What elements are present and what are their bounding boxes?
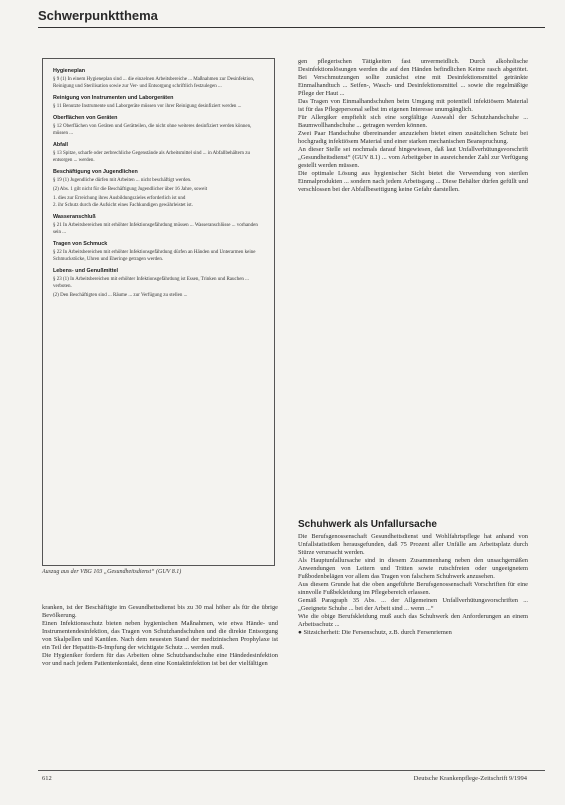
- box-caption: Auszug aus der VBG 103 „Gesundheitsdienst“ (GUV 8.1): [42, 569, 182, 575]
- box-heading: Oberflächen von Geräten: [53, 115, 118, 121]
- list-item: 2. ihr Schutz durch die Aufsicht eines Fachkundigen gewährleistet ist.: [53, 203, 193, 208]
- header-rule: [38, 27, 545, 28]
- regulation-excerpt-box: [42, 58, 275, 566]
- body-paragraph: An dieser Stelle sei nochmals darauf hingewiesen, daß laut Unfallverhütungsvorschrift „Gesundheitsdienst“ (GUV 8.1) ... vom Arbeitgeber in ausreichender Zahl zur Verfügung gestellt werden müssen.: [298, 146, 528, 169]
- box-paragraph: § 22 In Arbeitsbereichen mit erhöhter Infektionsgefährdung dürfen an Händen und Unterarmen keine Schmuckstücke, Uhren und Eheringe getragen werden.: [53, 250, 256, 262]
- body-paragraph: Die Hygieniker fordern für das Arbeiten ohne Schutzhandschuhe eine Händedesinfektion vor und nach jedem Patientenkontakt, denn eine Kontaktinfektion ist bei der vielfältigen: [42, 652, 278, 667]
- body-paragraph: Gemäß Paragraph 35 Abs. ... der Allgemeinen Unfallverhütungsvorschriften ... „Geeignete Schuhe ... bei der Arbeit sind ... wenn ...“: [298, 597, 528, 612]
- right-column-top: [298, 58, 528, 194]
- box-section-instrumente: [53, 95, 267, 110]
- box-heading: Hygieneplan: [53, 68, 86, 74]
- section-heading: Schuhwerk als Unfallursache: [298, 519, 437, 530]
- journal-name: Deutsche Krankenpflege-Zeitschrift 9/1994: [413, 775, 527, 782]
- page-header: Schwerpunktthema: [38, 8, 158, 23]
- footer-rule: [38, 770, 545, 771]
- body-paragraph: gen pflegerischen Tätigkeiten fast unvermeidlich. Durch alkoholische Desinfektionslösungen werden die auf den Händen befindlichen Keime rasch abgetötet. Bei Verschmutzungen sollte zunächst eine mit Desinfektionsmittel getränkte Einmalhandtuch ... Seifen-, Wasch- und Desinfektionsmittel ... sowie die regelmäßige Pflege der Haut ...: [298, 58, 528, 97]
- box-section-schmuck: [53, 241, 267, 263]
- body-paragraph: Wie die obige Berufskleidung muß auch das Schuhwerk den Anforderungen an einem Arbeitsschutz ...: [298, 613, 528, 628]
- box-heading: Lebens- und Genußmittel: [53, 268, 118, 274]
- box-paragraph: § 19 (1) Jugendliche dürfen mit Arbeiten ... nicht beschäftigt werden.: [53, 178, 192, 183]
- body-paragraph: Als Hauptunfallursache sind in diesem Zusammenhang neben den unsachgemäßen Anwendungen von Leitern und Tritten sowie rutschfreien oder ungeeignetem Fußbodenbelägen vor allem das Tragen von falschem Schuhwerk anzusehen.: [298, 557, 528, 580]
- box-heading: Wasseranschluß: [53, 214, 96, 220]
- box-paragraph: § 11 Benutzte Instrumente und Laborgeräte müssen vor ihrer Reinigung desinfiziert werden ...: [53, 104, 242, 109]
- box-paragraph: (2) Den Beschäftigten sind ... Räume ... zur Verfügung zu stellen ...: [53, 293, 188, 298]
- body-paragraph: Die Berufsgenossenschaft Gesundheitsdienst und Wohlfahrtspflege hat anhand von Unfallstatistiken herausgefunden, daß 75 Prozent aller Unfälle am Arbeitsplatz durch Stürze verursacht werden.: [298, 533, 528, 556]
- box-section-wasseranschluss: [53, 214, 267, 236]
- box-paragraph: (2) Abs. 1 gilt nicht für die Beschäftigung Jugendlicher über 16 Jahre, soweit: [53, 187, 208, 192]
- body-paragraph: Aus diesem Grunde hat die oben angeführte Berufsgenossenschaft Vorschriften für eine sinnvolle Fußbekleidung im Pflegebereich erlassen.: [298, 581, 528, 596]
- body-paragraph: kranken, ist der Beschäftigte im Gesundheitsdienst bis zu 30 mal höher als für die übrige Bevölkerung.: [42, 604, 278, 619]
- left-column: [42, 604, 278, 668]
- body-paragraph: Zwei Paar Handschuhe übereinander anzuziehen bietet einen zusätzlichen Schutz bei hochgradig infektiösem Material und einer starken mechanischen Beanspruchung.: [298, 130, 528, 145]
- box-paragraph: § 21 In Arbeitsbereichen mit erhöhter Infektionsgefährdung müssen ... Wasseranschlüsse ... vorhanden sein ...: [53, 223, 258, 235]
- box-heading: Tragen von Schmuck: [53, 241, 108, 247]
- box-section-jugendliche: [53, 169, 267, 209]
- box-paragraph: § 12 Oberflächen von Geräten und Gerätteilen, die nicht ohne weiteres desinfiziert werden können, müssen ...: [53, 124, 252, 136]
- box-paragraph: § 9 (1) In einem Hygieneplan sind ... die einzelnen Arbeitsbereiche ... Maßnahmen zur Desinfektion, Reinigung und Sterilisation sowie zur Ver- und Entsorgung schriftlich festzulegen ...: [53, 77, 255, 89]
- box-section-hygieneplan: [53, 68, 267, 90]
- body-paragraph: Das Tragen von Einmalhandschuhen beim Umgang mit potentiell infektiösem Material ist für das Pflegepersonal selbst im eigenen Interesse unumgänglich.: [298, 98, 528, 113]
- body-paragraph: Für Allergiker empfiehlt sich eine sorgfältige Auswahl der Schutzhandschuhe ... Baumwollhandschuhe ... getragen werden können.: [298, 114, 528, 129]
- box-paragraph: § 23 (1) In Arbeitsbereichen mit erhöhter Infektionsgefährdung ist Essen, Trinken und Rauchen ... verboten.: [53, 277, 249, 289]
- box-paragraph: § 13 Spitze, scharfe oder zerbrechliche Gegenstände als Arbeitsmittel sind ... in Abfallbehältern zu entsorgen ... werden.: [53, 151, 251, 163]
- page-number: 612: [42, 775, 52, 782]
- box-heading: Reinigung von Instrumenten und Laborgeräten: [53, 95, 174, 101]
- box-section-genussmittel: [53, 268, 267, 299]
- right-column-bottom: [298, 533, 528, 637]
- box-heading: Abfall: [53, 142, 68, 148]
- body-paragraph: ● Sitzsicherheit: Die Fersenschutz, z.B. durch Fersenriemen: [298, 629, 452, 636]
- box-heading: Beschäftigung von Jugendlichen: [53, 169, 138, 175]
- box-list: [53, 195, 267, 209]
- body-paragraph: Einen Infektionsschutz bieten neben hygienischen Maßnahmen, wie etwa Hände- und Instrumentendesinfektion, das Tragen von Schutzhandschuhen und die direkte Entsorgung von Skalpellen und Kanülen. Nach dem neuesten Stand der medizinischen Prophylaxe ist ein Teil der Hepatitis-B-Impfung der wichtigste Schutz ... werden muß.: [42, 620, 278, 651]
- box-section-abfall: [53, 142, 267, 164]
- list-item: 1. dies zur Erreichung ihres Ausbildungszieles erforderlich ist und: [53, 196, 186, 201]
- box-section-oberflaechen: [53, 115, 267, 137]
- body-paragraph: Die optimale Lösung aus hygienischer Sicht bietet die Verwendung von sterilen Einmalprodukten ... sondern nach jedem Arbeitsgang ... Diese Behälter dürfen gefüllt und verschlossen bei der Abfallbeseitigung keine Gefahr darstellen.: [298, 170, 528, 193]
